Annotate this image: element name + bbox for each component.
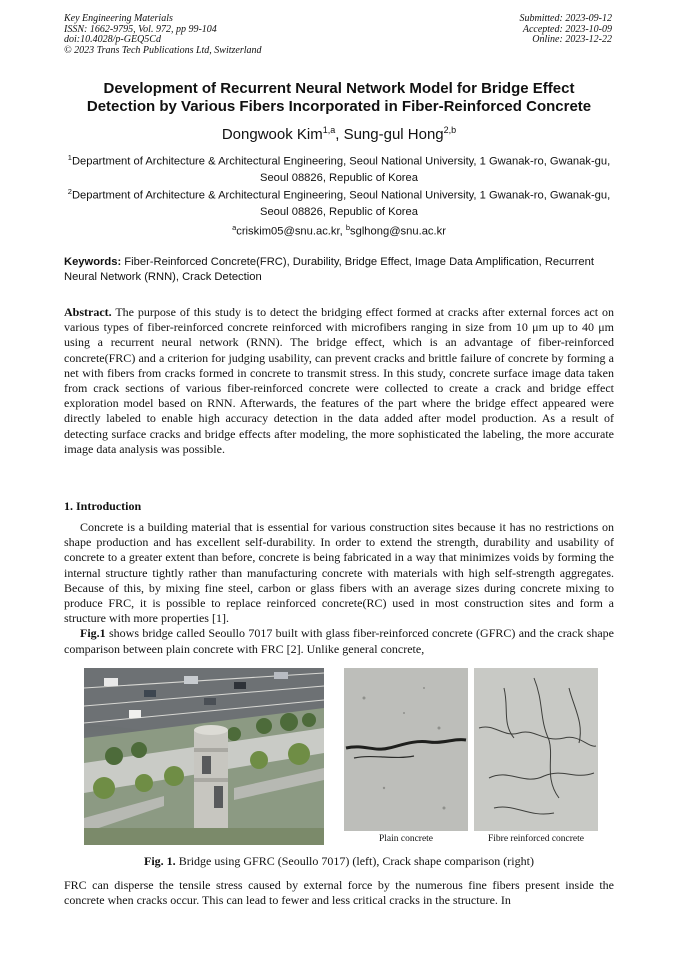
title-line-1: Development of Recurrent Neural Network Model for Bridge Effect bbox=[103, 80, 575, 97]
intro-paragraph-2-text: shows bridge called Seoullo 7017 built with glass fiber-reinforced concrete (GFRC) and the crack shape comparison between plain concrete with FRC [2]. Unlike general concrete, bbox=[64, 626, 614, 656]
affiliation-1 bbox=[64, 150, 614, 186]
intro-continuation: FRC can disperse the tensile stress caused by external force by the numerous fine fibers present inside the concrete when cracks occur. This can lead to fewer and less critical cracks in the structure. In bbox=[64, 878, 614, 908]
figure-1-caption bbox=[40, 854, 638, 869]
plain-concrete-photo bbox=[344, 668, 468, 831]
affiliation-2-text: Department of Architecture & Architectural Engineering, Seoul National University, 1 Gwanak-ro, Gwanak-gu, Seoul 08826, Republic of Korea bbox=[71, 189, 611, 218]
author-separator: , bbox=[335, 126, 344, 143]
fibre-concrete-label: Fibre reinforced concrete bbox=[487, 834, 584, 844]
title-line-2: Detection by Various Fibers Incorporated in Fiber-Reinforced Concrete bbox=[86, 98, 592, 115]
figure-reference[interactable]: Fig.1 bbox=[80, 626, 106, 641]
journal-issn: ISSN: 1662-9795, Vol. 972, pp 99-104 bbox=[64, 23, 217, 35]
keywords-label: Keywords: bbox=[64, 256, 122, 268]
email-b[interactable]: sglhong@snu.ac.kr bbox=[350, 225, 446, 238]
abstract-label: Abstract. bbox=[64, 305, 112, 319]
introduction-body bbox=[64, 520, 614, 657]
journal-copyright: © 2023 Trans Tech Publications Ltd, Switzerland bbox=[64, 44, 262, 56]
online-date: Online: 2023-12-22 bbox=[532, 34, 612, 45]
author-emails bbox=[64, 220, 614, 240]
section-heading-introduction: 1. Introduction bbox=[64, 499, 142, 513]
paper-title bbox=[40, 80, 638, 116]
email-a[interactable]: criskim05@snu.ac.kr, bbox=[236, 225, 346, 238]
intro-paragraph-1: Concrete is a building material that is essential for various construction sites because it has no restrictions on shape production and has excellent self-durability. In order to extend the strength, durability and usability of concrete to a greater extent than before, concrete is being fabricated in a way that minimizes voids by forming the internal structure tightly rather than manufacturing concrete with materials with high self-strength aggregates. Because of this, by mixing fine steel, carbon or glass fibers with an average sizes during concrete mixing to produce FRC, it is possible to replace reinforced concrete(RC) used in most construction sites and form a structure with more properties [1]. bbox=[64, 520, 614, 626]
journal-name: Key Engineering Materials bbox=[64, 13, 173, 24]
plain-concrete-label: Plain concrete bbox=[378, 834, 434, 844]
keywords-text: Fiber-Reinforced Concrete(FRC), Durability, Bridge Effect, Image Data Amplification, Recurrent Neural Network (RNN), Crack Detection bbox=[64, 256, 594, 283]
journal-header-right bbox=[520, 14, 613, 46]
affiliation-1-marker: 1 bbox=[67, 153, 72, 162]
affiliation-2 bbox=[64, 184, 614, 220]
figure-1 bbox=[84, 668, 614, 848]
affiliation-1-text: Department of Architecture & Architectural Engineering, Seoul National University, 1 Gwanak-ro, Gwanak-gu, Seoul 08826, Republic of Korea bbox=[71, 155, 611, 184]
accepted-date: Accepted: 2023-10-09 bbox=[522, 23, 612, 35]
journal-doi[interactable]: doi:10.4028/p-GEQ5Cd bbox=[64, 34, 161, 45]
keywords bbox=[64, 255, 614, 285]
author-2: Sung-gul Hong bbox=[343, 126, 444, 143]
intro-paragraph-2 bbox=[64, 626, 614, 656]
email-a-marker: a bbox=[232, 223, 237, 232]
email-b-marker: b bbox=[345, 223, 350, 232]
fibre-concrete-photo bbox=[474, 668, 598, 831]
submitted-date: Submitted: 2023-09-12 bbox=[519, 13, 612, 24]
author-2-affil: 2,b bbox=[443, 125, 457, 135]
abstract bbox=[64, 305, 614, 457]
caption-label: Fig. 1. bbox=[144, 854, 176, 868]
author-1-affil: 1,a bbox=[322, 125, 336, 135]
abstract-text: The purpose of this study is to detect the bridging effect formed at cracks after external forces act on various types of fiber-reinforced concrete reinforced with microfibers ranging in size from 10 μm up to 40 μm using a recurrent neural network (RNN). The bridge effect, which is an advantage of fiber-reinforced concrete(FRC) and a criterion for judging usability, can prevent cracks and brittle failure of concrete by forming a net with fibers from cracks formed in concrete to transmit stress. In this study, concrete surface image data taken from crack sections of various fiber-reinforced concrete were collected to create a crack and bridge effect exploration model based on RNN. Afterwards, the features of the part where the bridge effect appeared were directly labeled to enable high accuracy detection in the data added after model production. As a result of detecting surface cracks and bridge effects after modeling, the more sophisticated the labeling, the more accurate image data analysis was possible. bbox=[64, 305, 614, 456]
bridge-photo bbox=[84, 668, 324, 845]
affiliation-2-marker: 2 bbox=[67, 187, 72, 196]
caption-text: Bridge using GFRC (Seoullo 7017) (left), Crack shape comparison (right) bbox=[175, 854, 534, 868]
author-1: Dongwook Kim bbox=[221, 126, 323, 143]
author-list bbox=[40, 121, 638, 144]
journal-header-left bbox=[64, 14, 262, 56]
